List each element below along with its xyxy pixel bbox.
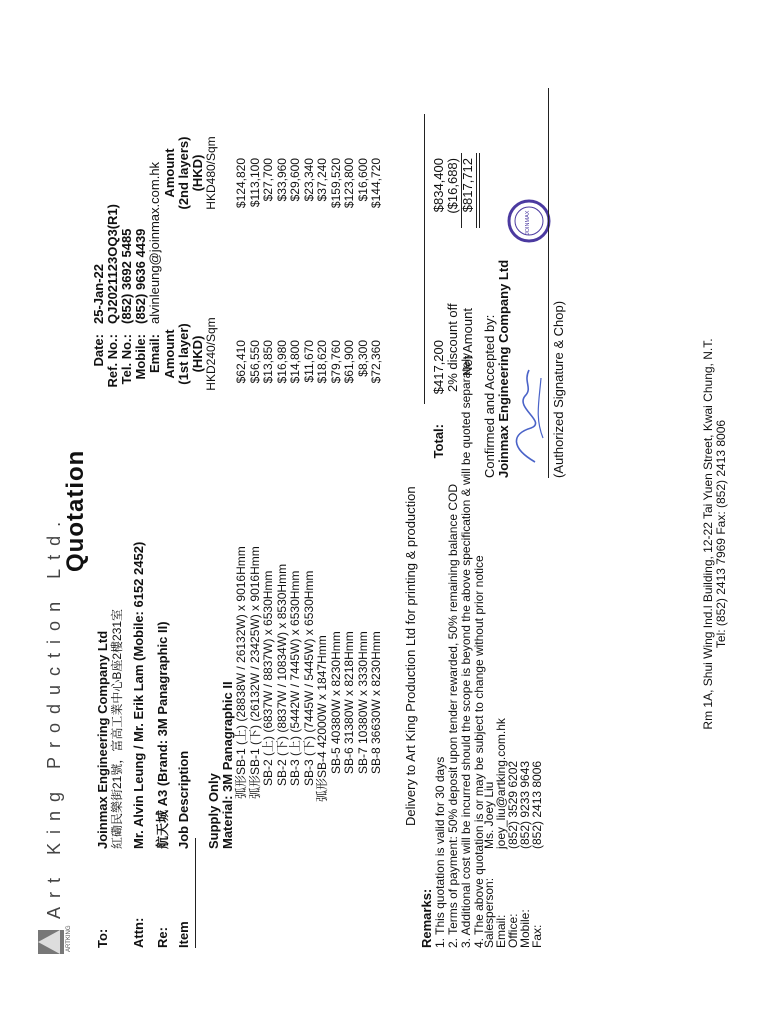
meta-tel-value: (852) 3692 5485 [119,228,134,324]
job-row-amount1: $62,410 [234,340,248,384]
job-row-amount2: $27,700 [261,158,275,202]
job-row-amount1: $8,300 [355,340,370,377]
logo-caption: ARTKING [66,925,72,952]
job-row-amount2: $23,340 [301,158,316,202]
job-row-amount2: $144,720 [369,158,383,209]
job-row-desc: 弧形SB-1 (上) (28838W / 26132W) x 9016Hmm [234,546,248,799]
salesperson-label: Salesperson: [482,877,496,948]
rate2: HKD480/Sqm [204,136,218,210]
footer-tel-fax: Tel: (852) 2413 7969 Fax: (852) 2413 8006 [714,419,728,649]
job-row-desc: 弧形SB-1 (下) (26132W / 23425W) x 9016Hmm [247,546,262,799]
meta-ref-value: QJ2021123OQ3(R1) [105,204,120,324]
job-row-amount1: $11,670 [301,340,316,383]
job-row-desc: SB-7 10380W x 3330Hmm [355,631,370,774]
job-row-amount2: $33,960 [274,158,289,202]
meta-email-label: Email: [147,334,162,374]
remark-item: 2. Terms of payment: 50% deposit upon tender rewarded, 50% remaining balance COD [446,483,460,948]
meta-mobile-label: Mobile: [133,334,148,380]
sales-fax-value: (852) 2413 8006 [530,760,544,849]
re-value: 航天城 A3 (Brand: 3M Panagraphic II) [155,621,170,849]
job-row-desc: SB-3 (下) (7445W / 5445W) x 6530Hmm [301,570,316,786]
job-row-desc: SB-6 31380W x 8218Hmm [342,631,356,774]
job-row-desc: SB-2 (上) (6837W / 8837W) x 6530Hmm [261,570,275,786]
job-row-amount1: $72,360 [369,340,383,384]
discount-value: ($16,688) [445,158,460,214]
job-row-desc: SB-8 36630W x 8230Hmm [369,631,383,774]
logo-triangle-icon [38,930,60,954]
job-row-amount2: $37,240 [315,158,329,202]
job-row-desc: 弧形SB-4 42000W x 1847Hmm [315,635,329,802]
net-label: Net Amount [460,308,475,376]
sales-mobile-label: Mobile: [518,909,532,948]
salesperson-value: Ms. Joey Liu [482,781,496,849]
total-amount1: $417,200 [431,340,446,395]
net-rule-1 [476,153,477,228]
job-row-amount1: $14,800 [288,340,302,384]
confirm-line2: Joinmax Engineering Company Ltd [496,259,511,478]
to-address: 紅磡民樂街21號，富高工業中心B座2樓231室 [110,608,124,849]
sales-email-label: Email: [494,914,508,948]
job-row-amount1: $56,550 [247,340,262,384]
total-amount2: $834,400 [431,158,446,213]
company-name: Art King Production Ltd. [44,512,64,919]
item-header: Item [176,921,191,948]
signature-mark [505,318,550,468]
signature-label: (Authorized Signature & Chop) [551,300,566,478]
job-row-amount1: $61,900 [342,340,356,384]
material-label: Material: 3M Panagraphic II [220,681,235,849]
doc-title: Quotation [62,449,89,572]
job-row-desc: SB-3 (上) (5442W / 7445W) x 6530Hmm [288,570,302,786]
remark-item: 4. The above quotation is or may be subject to change without prior notice [472,555,486,948]
job-row-amount2: $159,520 [328,158,343,209]
net-value: $817,712 [460,158,475,213]
sales-email-value: joey_liu@artking.com.hk [494,718,508,849]
job-row-amount2: $123,800 [342,158,356,209]
job-header: Job Description [176,750,191,849]
remarks-title: Remarks: [419,888,434,948]
job-row-desc: SB-5 40380W x 8230Hmm [328,631,343,774]
to-label: To: [95,928,110,948]
confirm-line1: Confirmed and Accepted by: [482,314,497,478]
meta-date-label: Date: [91,334,106,367]
to-company: Joinmax Engineering Company Ltd [95,630,110,849]
supply-label: Supply Only [206,773,221,849]
remark-item: 1. This quotation is valid for 30 days [433,756,447,948]
stamp-text: JOINMAX [525,210,531,235]
job-row-amount2: $124,820 [234,158,248,209]
amount2-header-l3: (HKD) [190,154,205,192]
sales-office-value: (852) 3529 6202 [506,760,520,849]
amount2-header-l1: Amount [162,148,177,198]
meta-tel-label: Tel. No.: [119,334,134,385]
rate1: HKD240/Sqm [204,317,218,391]
amount1-header-l1: Amount [162,329,177,379]
sales-fax-label: Fax: [530,924,544,948]
net-rule-2 [479,153,480,228]
meta-ref-label: Ref. No.: [105,334,120,388]
job-row-amount1: $79,760 [328,340,343,384]
meta-email-value: alvinleung@joinmax.com.hk [147,161,162,324]
meta-mobile-value: (852) 9636 4439 [133,228,148,324]
footer-address: Rm 1A, Shui Wing Ind.l Building, 12-22 Tai Yuen Street, Kwai Chung, N.T. [701,338,715,730]
re-label: Re: [155,927,170,948]
attn-value: Mr. Alvin Leung / Mr. Erik Lam (Mobile: 6152 2452) [131,541,146,849]
meta-date-value: 25-Jan-22 [91,264,106,324]
totals-top-rule [424,114,425,404]
amount1-header-l2: (1st layer) [176,323,191,385]
job-row-amount2: $16,600 [355,158,370,202]
sales-mobile-value: (852) 9233 9643 [518,760,532,849]
job-row-amount1: $16,980 [274,340,289,384]
amount1-header-l3: (HKD) [190,335,205,373]
sales-office-label: Office: [506,913,520,948]
signature-rule [548,88,549,478]
attn-label: Attn: [131,917,146,948]
job-row-amount1: $13,850 [261,340,275,384]
job-row-amount1: $18,620 [315,340,329,384]
amount2-header-l2: (2nd layers) [176,136,191,210]
delivery-note: Delivery to Art King Production Ltd for printing & production [403,486,418,826]
job-row-amount2: $113,100 [247,158,262,208]
discount-label: 2% discount off [445,303,460,392]
header-rule [195,838,196,948]
job-row-desc: SB-2 (下) (8837W / 10834W) x 8530Hmm [274,563,289,786]
total-label: Total: [431,424,446,459]
job-row-amount2: $29,600 [288,158,302,202]
remark-item: 3. Additional cost will be incurred should the scope is beyond the above specification & will be quoted separately [459,352,473,948]
